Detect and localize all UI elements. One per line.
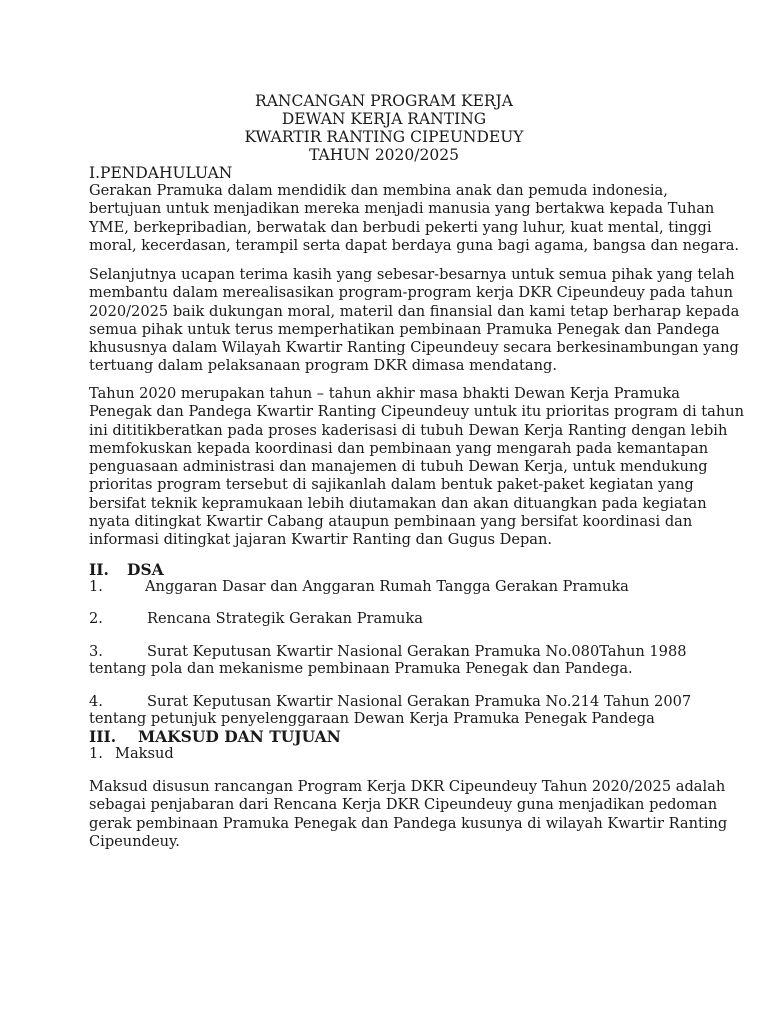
paragraph-line: memfokuskan kepada koordinasi dan pembinaan yang mengarah pada kemantapan (89, 439, 709, 457)
paragraph-line: sebagai penjabaran dari Rencana Kerja DKR Cipeundeuy guna menjadikan pedoman (89, 796, 718, 814)
title-line-4: TAHUN 2020/2025 (309, 146, 459, 164)
title-line-3: KWARTIR RANTING CIPEUNDEUY (244, 128, 524, 146)
paragraph-line: Penegak dan Pandega Kwartir Ranting Cipeundeuy untuk itu prioritas program di tahun (89, 403, 745, 421)
section-number-maksud: III. (89, 727, 117, 746)
list-item-number: 2. (89, 610, 103, 627)
section-heading-dsa: DSA (127, 560, 164, 579)
paragraph-maksud (89, 778, 727, 851)
paragraph-pendahuluan-3 (89, 385, 744, 550)
list-item-number: 4. (89, 693, 103, 710)
paragraph-line: 2020/2025 baik dukungan moral, materil dan finansial dan kami tetap berharap kepada (89, 302, 740, 320)
paragraph-line: Tahun 2020 merupakan tahun – tahun akhir masa bhakti Dewan Kerja Pramuka (89, 385, 681, 402)
paragraph-line: ini dititikberatkan pada proses kaderisasi di tubuh Dewan Kerja Ranting dengan lebih (89, 421, 728, 439)
title-line-1: RANCANGAN PROGRAM KERJA (255, 92, 513, 110)
list-item-continuation: tentang petunjuk penyelenggaraan Dewan Kerja Pramuka Penegak Pandega (89, 710, 655, 727)
paragraph-line: YME, berkepribadian, berwatak dan berbudi pekerti yang luhur, kuat mental, tinggi (89, 218, 712, 236)
section-number-dsa: II. (89, 560, 109, 579)
title-line-2: DEWAN KERJA RANTING (281, 110, 487, 128)
sub-item-label: Maksud (115, 745, 174, 762)
sub-item-number: 1. (89, 745, 103, 762)
paragraph-line: Maksud disusun rancangan Program Kerja DKR Cipeundeuy Tahun 2020/2025 adalah (89, 778, 726, 795)
paragraph-line: penguasaan administrasi dan manajemen di tubuh Dewan Kerja, untuk mendukung (89, 458, 708, 476)
paragraph-line: khususnya dalam Wilayah Kwartir Ranting Cipeundeuy secara berkesinambungan yang (89, 339, 739, 357)
list-item-text: Surat Keputusan Kwartir Nasional Gerakan Pramuka No.080Tahun 1988 (147, 643, 687, 660)
paragraph-line: Selanjutnya ucapan terima kasih yang sebesar-besarnya untuk semua pihak yang telah (89, 266, 735, 283)
paragraph-line: membantu dalam merealisasikan program-program kerja DKR Cipeundeuy pada tahun (89, 284, 733, 302)
paragraph-line: bertujuan untuk menjadikan mereka menjadi manusia yang bertakwa kepada Tuhan (89, 200, 715, 218)
list-item-number: 1. (89, 578, 103, 595)
list-item-continuation: tentang pola dan mekanisme pembinaan Pramuka Penegak dan Pandega. (89, 660, 633, 677)
section-heading-pendahuluan: I.PENDAHULUAN (89, 164, 233, 182)
paragraph-line: semua pihak untuk terus memperhatikan pembinaan Pramuka Penegak dan Pandega (89, 320, 720, 338)
list-item-text: Anggaran Dasar dan Anggaran Rumah Tangga Gerakan Pramuka (145, 578, 629, 595)
section-heading-maksud: MAKSUD DAN TUJUAN (138, 727, 341, 746)
paragraph-line: informasi ditingkat jajaran Kwartir Ranting dan Gugus Depan. (89, 531, 553, 549)
paragraph-line: Cipeundeuy. (89, 832, 180, 850)
paragraph-line: prioritas program tersebut di sajikanlah dalam bentuk paket-paket kegiatan yang (89, 476, 694, 494)
paragraph-line: tertuang dalam pelaksanaan program DKR dimasa mendatang. (89, 357, 557, 375)
paragraph-line: nyata ditingkat Kwartir Cabang ataupun pembinaan yang bersifat koordinasi dan (89, 513, 693, 531)
list-item-text: Rencana Strategik Gerakan Pramuka (147, 610, 423, 627)
paragraph-line: bersifat teknik kepramukaan lebih diutamakan dan akan dituangkan pada kegiatan (89, 494, 707, 512)
paragraph-pendahuluan-1 (89, 182, 739, 255)
paragraph-line: gerak pembinaan Pramuka Penegak dan Pandega kusunya di wilayah Kwartir Ranting (89, 814, 728, 832)
list-item-text: Surat Keputusan Kwartir Nasional Gerakan Pramuka No.214 Tahun 2007 (147, 693, 692, 710)
paragraph-line: Gerakan Pramuka dalam mendidik dan membina anak dan pemuda indonesia, (89, 182, 668, 199)
list-item-number: 3. (89, 643, 103, 660)
paragraph-line: moral, kecerdasan, terampil serta dapat berdaya guna bagi agama, bangsa dan negara. (89, 236, 740, 254)
paragraph-pendahuluan-2 (89, 266, 739, 376)
